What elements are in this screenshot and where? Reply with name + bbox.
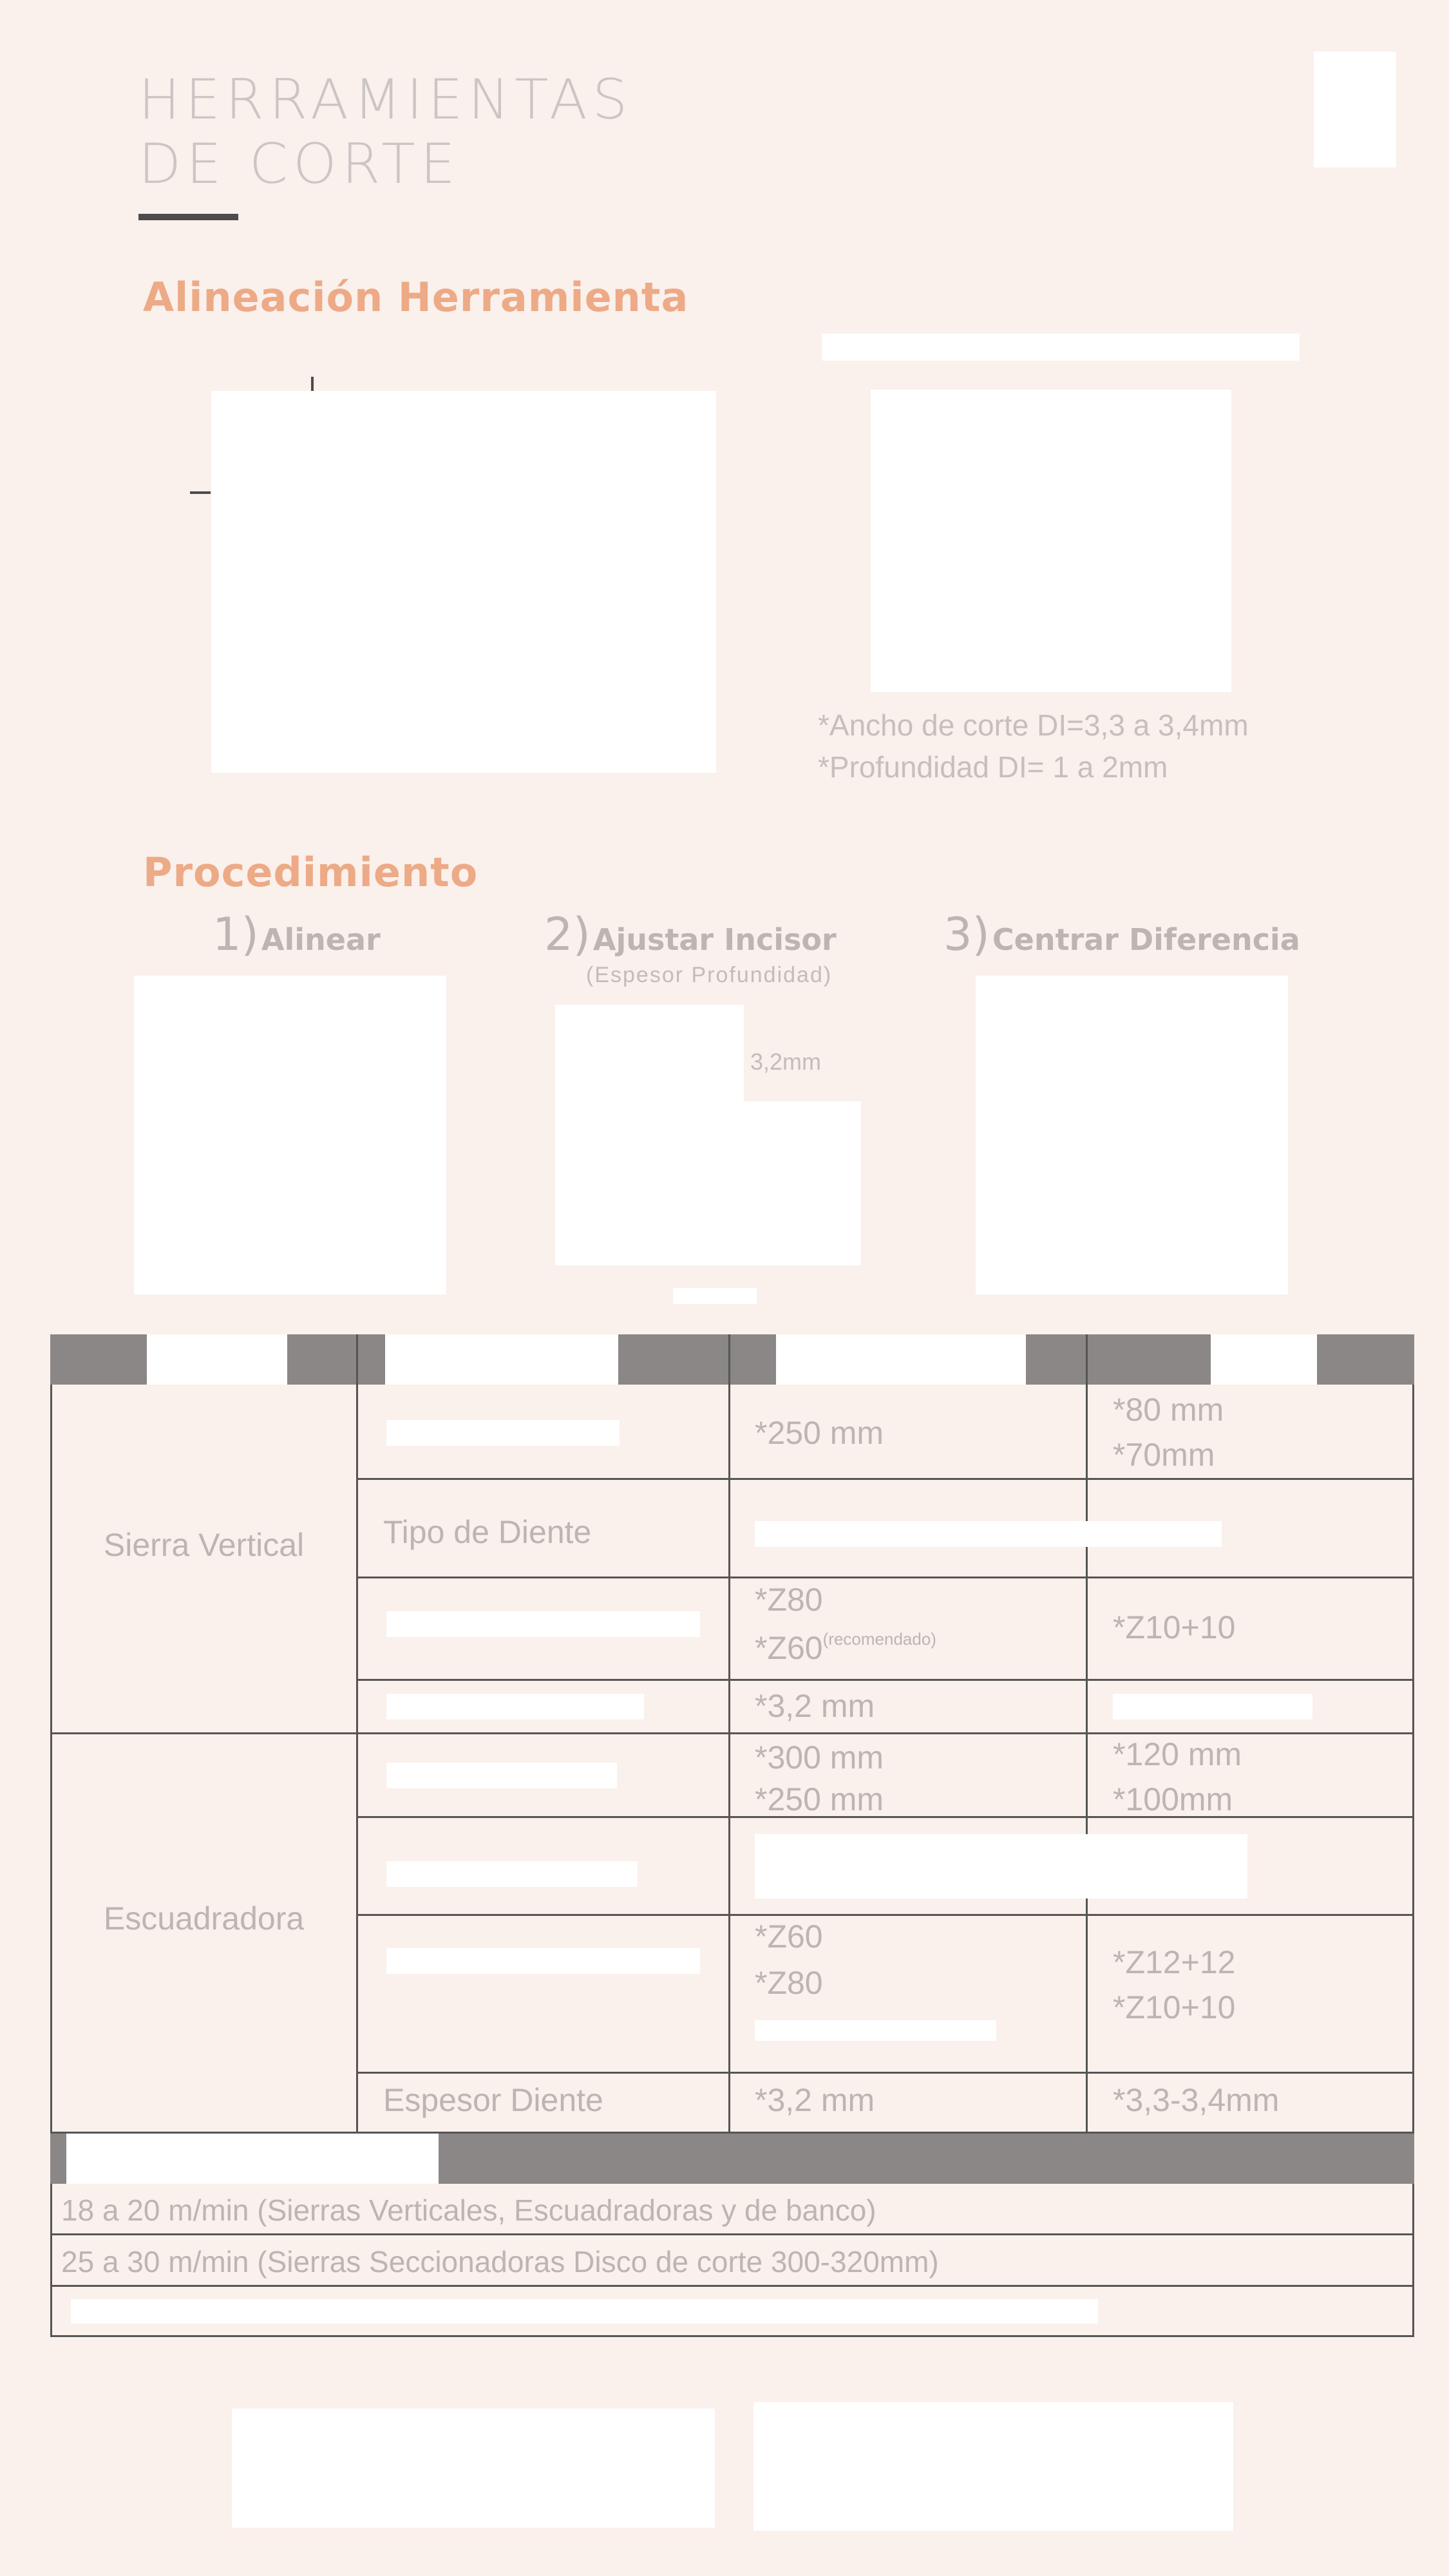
teeth-note-bar <box>755 2020 996 2041</box>
cell-diameter-main-2: *250 mm <box>755 1781 884 1817</box>
speed-row-divider <box>50 2233 1414 2235</box>
step-3-number: 3) <box>943 908 990 961</box>
bottom-box-left <box>232 2409 715 2528</box>
table-border-right <box>1412 1385 1414 2134</box>
cell-teeth-main-1: *Z80 <box>755 1582 823 1618</box>
cell-diameter-incisor-1: *120 mm <box>1113 1736 1242 1772</box>
group-label-escuadradora: Escuadradora <box>103 1900 305 1937</box>
cut-width-note: *Ancho de corte DI=3,3 a 3,4mm <box>818 708 1249 742</box>
cell-teeth-main-1: *Z60 <box>755 1918 823 1955</box>
cell-thickness-main: *3,2 mm <box>755 2082 875 2118</box>
cell-thickness-main: *3,2 mm <box>755 1688 875 1724</box>
cell-teeth-incisor: *Z10+10 <box>1113 1609 1236 1645</box>
step-3-image <box>976 976 1288 1294</box>
row-label-tooth-type: Tipo de Diente <box>383 1514 592 1550</box>
bottom-box-right <box>753 2402 1233 2531</box>
table-row-divider <box>356 1914 1414 1916</box>
cell-diameter-incisor-2: *70mm <box>1113 1437 1215 1473</box>
row-label-bar <box>386 1420 620 1446</box>
step-2-measure-label: 3,2mm <box>750 1048 822 1075</box>
table-border-left <box>50 1385 52 2134</box>
speed-header-label <box>66 2134 439 2184</box>
cell-teeth-main-2: *Z80 <box>755 1965 823 2001</box>
cell-teeth-main-2 <box>755 1629 936 1667</box>
table-row-divider <box>356 1577 1414 1578</box>
step-2-number: 2) <box>544 908 591 961</box>
speed-row-3-bar <box>71 2299 1098 2324</box>
row-label-bar <box>386 1763 617 1788</box>
row-label-tooth-thickness: Espesor Diente <box>383 2082 603 2118</box>
speed-row-divider <box>50 2285 1414 2287</box>
tooth-type-value-bar <box>755 1521 1222 1547</box>
table-header-label-2 <box>385 1334 618 1385</box>
alignment-caption-bar <box>822 334 1300 361</box>
logo-placeholder <box>1314 52 1396 167</box>
cell-diameter-incisor-2: *100mm <box>1113 1781 1233 1817</box>
table-header-label-1 <box>147 1334 287 1385</box>
step-1-number: 1) <box>213 908 259 961</box>
table-group-divider <box>50 1732 1414 1734</box>
table-header-label-4 <box>1211 1334 1317 1385</box>
group-label-sierra-vertical: Sierra Vertical <box>103 1527 305 1563</box>
cell-teeth-incisor-2: *Z10+10 <box>1113 1989 1236 2025</box>
cell-diameter-incisor-1: *80 mm <box>1113 1392 1224 1428</box>
blade-detail-image <box>871 390 1231 692</box>
row-label-bar <box>386 1611 700 1637</box>
cell-teeth-main-2-value: *Z60 <box>755 1630 823 1666</box>
recommended-note: (recomendado) <box>822 1629 936 1649</box>
step-2-caption-bar <box>673 1288 757 1304</box>
table-row-divider <box>356 2072 1414 2074</box>
row-label-bar <box>386 1861 638 1887</box>
table-row-divider <box>356 1679 1414 1681</box>
page-title-line1: HERRAMIENTAS <box>138 68 633 132</box>
procedure-heading: Procedimiento <box>143 849 478 896</box>
table-row-divider <box>356 1816 1414 1818</box>
step-2-sublabel: (Espesor Profundidad) <box>586 963 833 987</box>
step-2-label: Ajustar Incisor <box>592 922 837 957</box>
speed-border-right <box>1412 2184 1414 2336</box>
speed-border-left <box>50 2184 52 2336</box>
step-3-label: Centrar Diferencia <box>992 922 1300 957</box>
alignment-diagram-image <box>211 391 716 773</box>
step-1-label: Alinear <box>261 922 381 957</box>
speed-row-2: 25 a 30 m/min (Sierras Seccionadoras Disco de corte 300-320mm) <box>61 2245 939 2278</box>
table-header-label-3 <box>776 1334 1026 1385</box>
table-row-divider <box>356 1478 1414 1480</box>
alignment-marker-vertical <box>311 377 314 392</box>
cell-diameter-main-1: *300 mm <box>755 1739 884 1776</box>
cut-depth-note: *Profundidad DI= 1 a 2mm <box>818 750 1168 784</box>
tooth-type-value-block <box>755 1834 1247 1899</box>
alignment-marker-horizontal <box>190 491 211 494</box>
speed-bottom-border <box>50 2335 1414 2337</box>
page-title-line2: DE CORTE <box>138 132 461 196</box>
row-label-bar <box>386 1694 644 1719</box>
cell-teeth-incisor-1: *Z12+12 <box>1113 1944 1236 1980</box>
cell-diameter-main: *250 mm <box>755 1415 884 1451</box>
step-3-title <box>943 908 1300 961</box>
row-label-bar <box>386 1948 700 1974</box>
speed-row-1: 18 a 20 m/min (Sierras Verticales, Escuadradoras y de banco) <box>61 2193 876 2227</box>
alignment-heading: Alineación Herramienta <box>143 274 689 321</box>
cell-thickness-incisor: *3,3-3,4mm <box>1113 2082 1280 2118</box>
step-1-title <box>213 908 381 961</box>
title-underline <box>138 214 238 220</box>
step-1-image <box>134 976 446 1294</box>
step-2-title <box>544 908 837 961</box>
thickness-incisor-bar <box>1113 1694 1312 1719</box>
